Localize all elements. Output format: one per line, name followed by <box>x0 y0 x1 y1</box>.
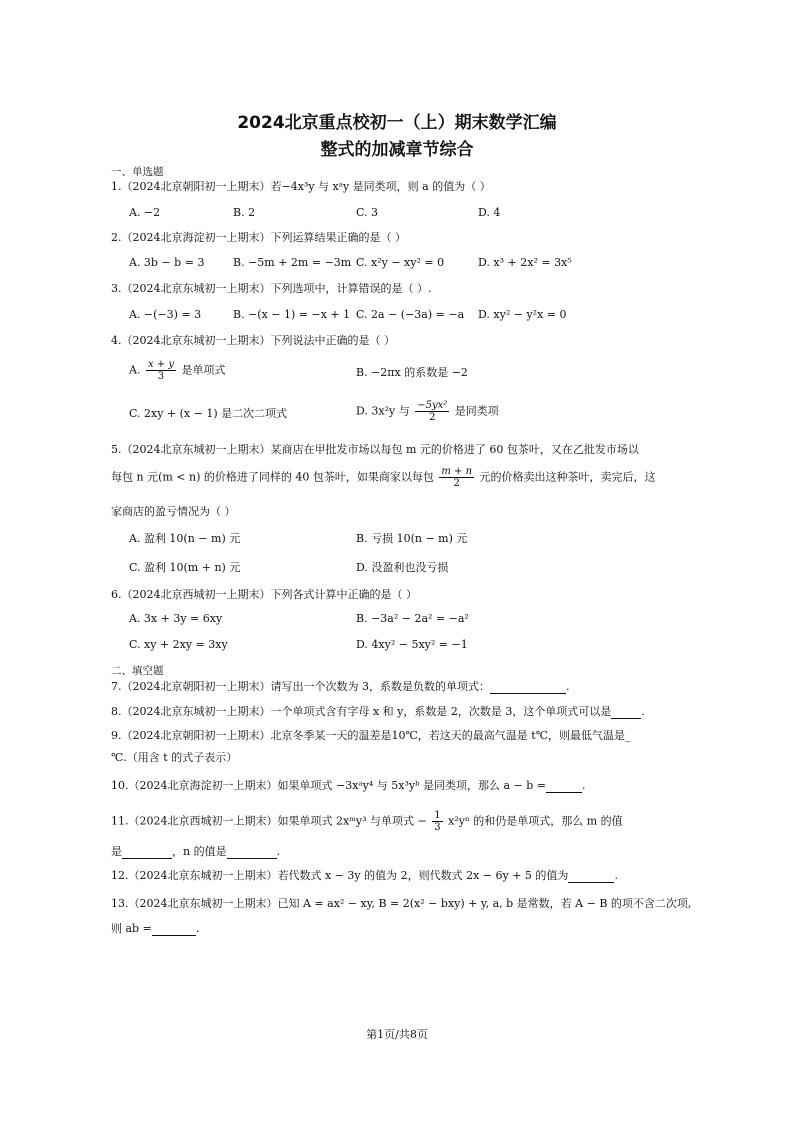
fraction-numerator: 1 <box>434 810 441 821</box>
q10-text: 10.（2024北京海淀初一上期末）如果单项式 −3xᵃy⁴ 与 5x³yᵇ 是同类项，那么 a − b = <box>111 779 547 792</box>
q11-pre: 11.（2024北京西城初一上期末）如果单项式 2xᵐy³ 与单项式 − <box>111 814 427 828</box>
q3-option-a: A. −(−3) = 3 <box>129 308 202 321</box>
q3-stem: 3.（2024北京东城初一上期末）下列选项中，计算错误的是（ ）. <box>111 282 432 295</box>
q1-option-b: B. 2 <box>233 206 256 219</box>
q5-line2-pre: 每包 n 元(m < n) 的价格进了同样的 40 包茶叶，如果商家以每包 <box>111 470 434 484</box>
q9-line2: ℃.（用含 t 的式子表示） <box>111 751 238 764</box>
q1-option-d: D. 4 <box>478 206 501 219</box>
section-fill-blank: 二、填空题 <box>111 665 164 677</box>
q13-end: . <box>195 922 200 935</box>
q7 <box>111 680 569 694</box>
q12-end: . <box>614 869 618 882</box>
fraction-denominator: 3 <box>157 371 165 382</box>
q6-option-d: D. 4xy² − 5xy² = −1 <box>356 638 468 651</box>
q3-option-d: D. xy² − y²x = 0 <box>478 308 567 321</box>
answer-blank[interactable] <box>611 707 641 719</box>
q12-text: 12.（2024北京东城初一上期末）若代数式 x − 3y 的值为 2，则代数式 2x − 6y + 5 的值为 <box>111 869 569 882</box>
q1-option-a: A. −2 <box>129 206 161 219</box>
q8-end: . <box>641 705 645 718</box>
q2-stem: 2.（2024北京海淀初一上期末）下列运算结果正确的是（ ） <box>111 231 406 244</box>
page-title: 2024北京重点校初一（上）期末数学汇编 <box>237 113 557 133</box>
q11-line2-a: 是 <box>111 845 122 858</box>
answer-blank[interactable] <box>227 847 277 859</box>
q6-option-b: B. −3a² − 2a² = −a² <box>356 612 469 625</box>
q13-line2-text: 则 ab = <box>111 922 152 935</box>
q11-end: . <box>276 845 281 858</box>
q4-option-d-text: 是同类项 <box>454 404 499 418</box>
q9-line1: 9.（2024北京朝阳初一上期末）北京冬季某一天的温差是10℃，若这天的最高气温是 t℃，则最低气温是_ <box>111 729 631 742</box>
answer-blank[interactable] <box>152 924 196 936</box>
q3-option-c: C. 2a − (−3a) = −a <box>356 308 465 321</box>
fraction-numerator: −5yx² <box>417 400 448 411</box>
q4-option-a <box>129 359 225 382</box>
fraction-denominator: 3 <box>434 822 441 833</box>
q5-line2 <box>111 466 656 489</box>
page-number: 第1页/共8页 <box>366 1028 428 1041</box>
q5-option-b: B. 亏损 10(n − m) 元 <box>356 532 468 545</box>
answer-blank[interactable] <box>546 781 582 793</box>
fraction-numerator: m + n <box>441 466 473 477</box>
q3-option-b: B. −(x − 1) = −x + 1 <box>233 308 351 321</box>
section-single-choice: 一、单选题 <box>111 166 164 178</box>
fraction-numerator: x + y <box>147 359 174 370</box>
q1-option-c: C. 3 <box>356 206 379 219</box>
q4-option-a-label: A. <box>129 363 141 377</box>
q2-option-a: A. 3b − b = 3 <box>129 256 205 269</box>
q7-text: 7.（2024北京朝阳初一上期末）请写出一个次数为 3，系数是负数的单项式： <box>111 680 490 693</box>
q4-option-a-fraction <box>146 359 176 382</box>
q7-end: . <box>565 680 570 693</box>
answer-blank[interactable] <box>122 847 172 859</box>
answer-blank[interactable] <box>490 682 566 694</box>
q4-option-a-text: 是单项式 <box>181 363 226 377</box>
q6-option-a: A. 3x + 3y = 6xy <box>129 612 223 625</box>
q10-end: . <box>582 779 586 792</box>
q5-option-a: A. 盈利 10(n − m) 元 <box>129 532 241 545</box>
q1-stem: 1.（2024北京朝阳初一上期末）若−4x³y 与 xᵃy 是同类项，则 a 的值为（ ） <box>111 180 491 193</box>
q13-line2 <box>111 922 199 936</box>
q4-option-d-pre: D. 3x²y 与 <box>356 404 410 418</box>
q2-option-d: D. x³ + 2x² = 3x⁵ <box>478 256 572 269</box>
q4-option-d-fraction <box>415 400 449 423</box>
q11-line2 <box>111 845 280 859</box>
q11-line1 <box>111 810 623 833</box>
q4-option-d <box>356 400 499 423</box>
q2-option-c: C. x²y − xy² = 0 <box>356 256 445 269</box>
q12 <box>111 869 618 883</box>
q5-line2-post: 元的价格卖出这种茶叶，卖完后，这 <box>479 470 656 484</box>
q4-option-c: C. 2xy + (x − 1) 是二次二项式 <box>129 407 288 420</box>
q2-option-b: B. −5m + 2m = −3m <box>233 256 352 269</box>
q4-stem: 4.（2024北京东城初一上期末）下列说法中正确的是（ ） <box>111 334 395 347</box>
q6-stem: 6.（2024北京西城初一上期末）下列各式计算中正确的是（ ） <box>111 588 417 601</box>
answer-blank[interactable] <box>568 871 614 883</box>
q11-fraction <box>432 810 442 833</box>
q5-option-c: C. 盈利 10(m + n) 元 <box>129 561 241 574</box>
fraction-denominator: 2 <box>453 478 460 489</box>
q6-option-c: C. xy + 2xy = 3xy <box>129 638 228 651</box>
q4-option-b: B. −2πx 的系数是 −2 <box>356 366 468 379</box>
q11-post: x²yⁿ 的和仍是单项式，那么 m 的值 <box>448 814 623 828</box>
q8-text: 8.（2024北京东城初一上期末）一个单项式含有字母 x 和 y，系数是 2，次数是 3，这个单项式可以是 <box>111 705 612 718</box>
fraction-denominator: 2 <box>429 412 436 423</box>
q5-option-d: D. 没盈利也没亏损 <box>356 561 449 574</box>
q5-line1: 5.（2024北京东城初一上期末）某商店在甲批发市场以每包 m 元的价格进了 60 包茶叶，又在乙批发市场以 <box>111 443 639 456</box>
q10 <box>111 779 586 793</box>
q5-fraction <box>439 466 474 489</box>
q13-line1: 13.（2024北京东城初一上期末）已知 A = ax² − xy, B = 2(x² − bxy) + y, a, b 是常数，若 A − B 的项不含二次项, <box>111 897 692 910</box>
page-subtitle: 整式的加减章节综合 <box>320 140 474 160</box>
q11-line2-b: ，n 的值是 <box>172 845 227 858</box>
q5-line3: 家商店的盈亏情况为（ ） <box>111 505 236 518</box>
q8 <box>111 705 645 719</box>
